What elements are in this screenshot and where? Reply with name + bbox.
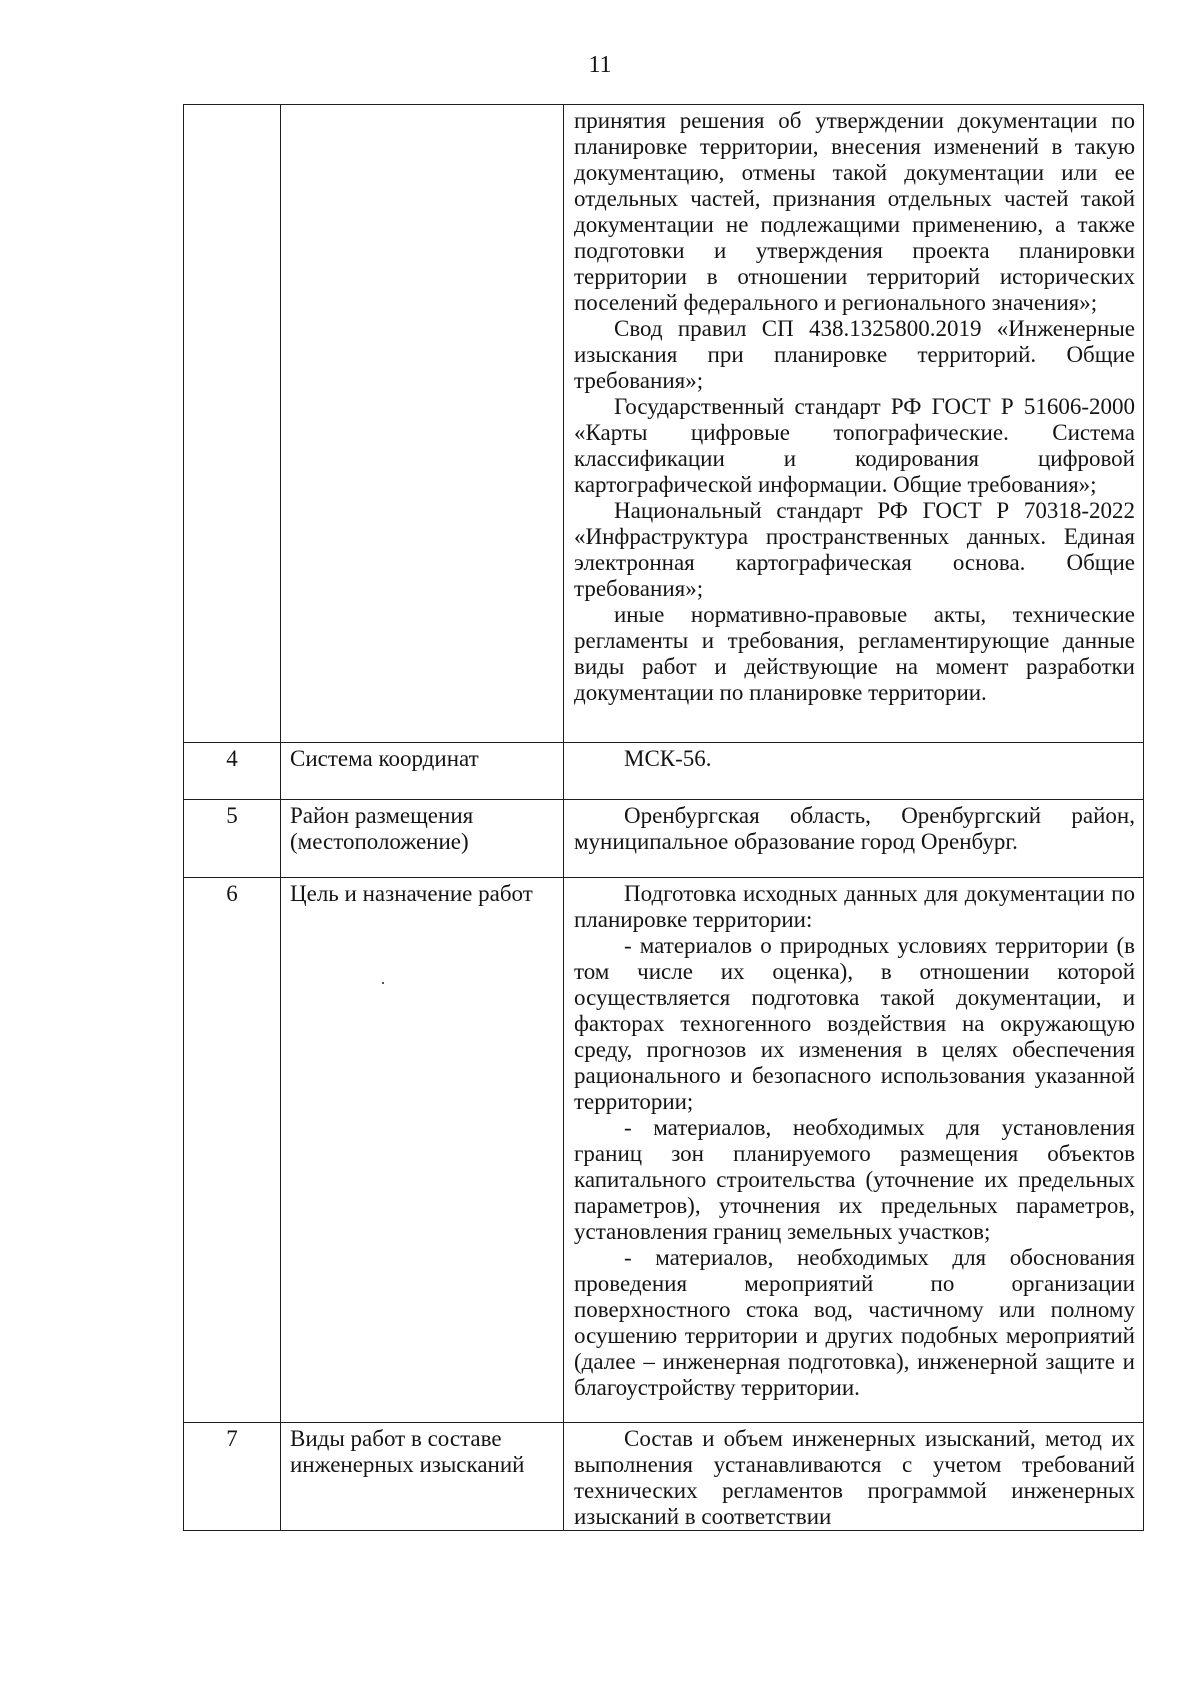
table-row [184, 743, 1144, 800]
row-number: 5 [184, 800, 281, 878]
paragraph: Подготовка исходных данных для документации по планировке территории: [574, 881, 1135, 932]
row-content [564, 1423, 1144, 1531]
table-row [184, 800, 1144, 878]
paragraph: Национальный стандарт РФ ГОСТ Р 70318-2022 «Инфраструктура пространственных данных. Единая электронная картографическая основа. Общие требования»; [574, 498, 1135, 601]
paragraph: - материалов, необходимых для обоснования проведения мероприятий по организации поверхностного стока вод, частичному или полному осушению территории и других подобных мероприятий (далее – инженерная подготовка), инженерной защите и благоустройству территории. [574, 1245, 1135, 1400]
row-number: 4 [184, 743, 281, 800]
table-row [184, 1423, 1144, 1531]
row-name: Виды работ в составе инженерных изысканий [281, 1423, 564, 1531]
row-number [184, 105, 281, 743]
paragraph: Оренбургская область, Оренбургский район, муниципальное образование город Оренбург. [574, 803, 1135, 854]
paragraph: принятия решения об утверждении документации по планировке территории, внесения изменений в такую документацию, отмены такой документации или ее отдельных частей, признания отдельных частей такой документации не подлежащими применению, а также подготовки и утверждения проекта планировки территории в отношении территорий исторических поселений федерального и регионального значения»; [574, 108, 1135, 315]
table-row [184, 878, 1144, 1423]
paragraph: - материалов, необходимых для установления границ зон планируемого размещения объектов капитального строительства (уточнение их предельных параметров), уточнения их предельных параметров, установления границ земельных участков; [574, 1115, 1135, 1244]
row-name: Цель и назначение работ [281, 878, 564, 1423]
row-content [564, 105, 1144, 743]
row-name: Район размещения (местоположение) [281, 800, 564, 878]
row-name: Система координат [281, 743, 564, 800]
row-content [564, 800, 1144, 878]
row-content [564, 743, 1144, 800]
row-number: 7 [184, 1423, 281, 1531]
paragraph: - материалов о природных условиях территории (в том числе их оценка), в отношении которой осуществляется подготовка такой документации, и факторах техногенного воздействия на окружающую среду, прогнозов их изменения в целях обеспечения рационального и безопасного использования указанной территории; [574, 933, 1135, 1114]
paragraph: Свод правил СП 438.1325800.2019 «Инженерные изыскания при планировке территорий. Общие требования»; [574, 316, 1135, 393]
paragraph: Государственный стандарт РФ ГОСТ Р 51606-2000 «Карты цифровые топографические. Система классификации и кодирования цифровой картографической информации. Общие требования»; [574, 394, 1135, 497]
row-number: 6 [184, 878, 281, 1423]
paragraph: Состав и объем инженерных изысканий, метод их выполнения устанавливаются с учетом требований технических регламентов программой инженерных изысканий в соответствии [574, 1426, 1135, 1529]
scan-speck [382, 982, 384, 984]
table-row [184, 105, 1144, 743]
paragraph: иные нормативно-правовые акты, технические регламенты и требования, регламентирующие данные виды работ и действующие на момент разработки документации по планировке территории. [574, 602, 1135, 705]
paragraph: МСК-56. [624, 746, 712, 771]
page-number: 11 [588, 52, 612, 78]
row-name [281, 105, 564, 743]
row-content [564, 878, 1144, 1423]
requirements-table [183, 104, 1144, 1531]
